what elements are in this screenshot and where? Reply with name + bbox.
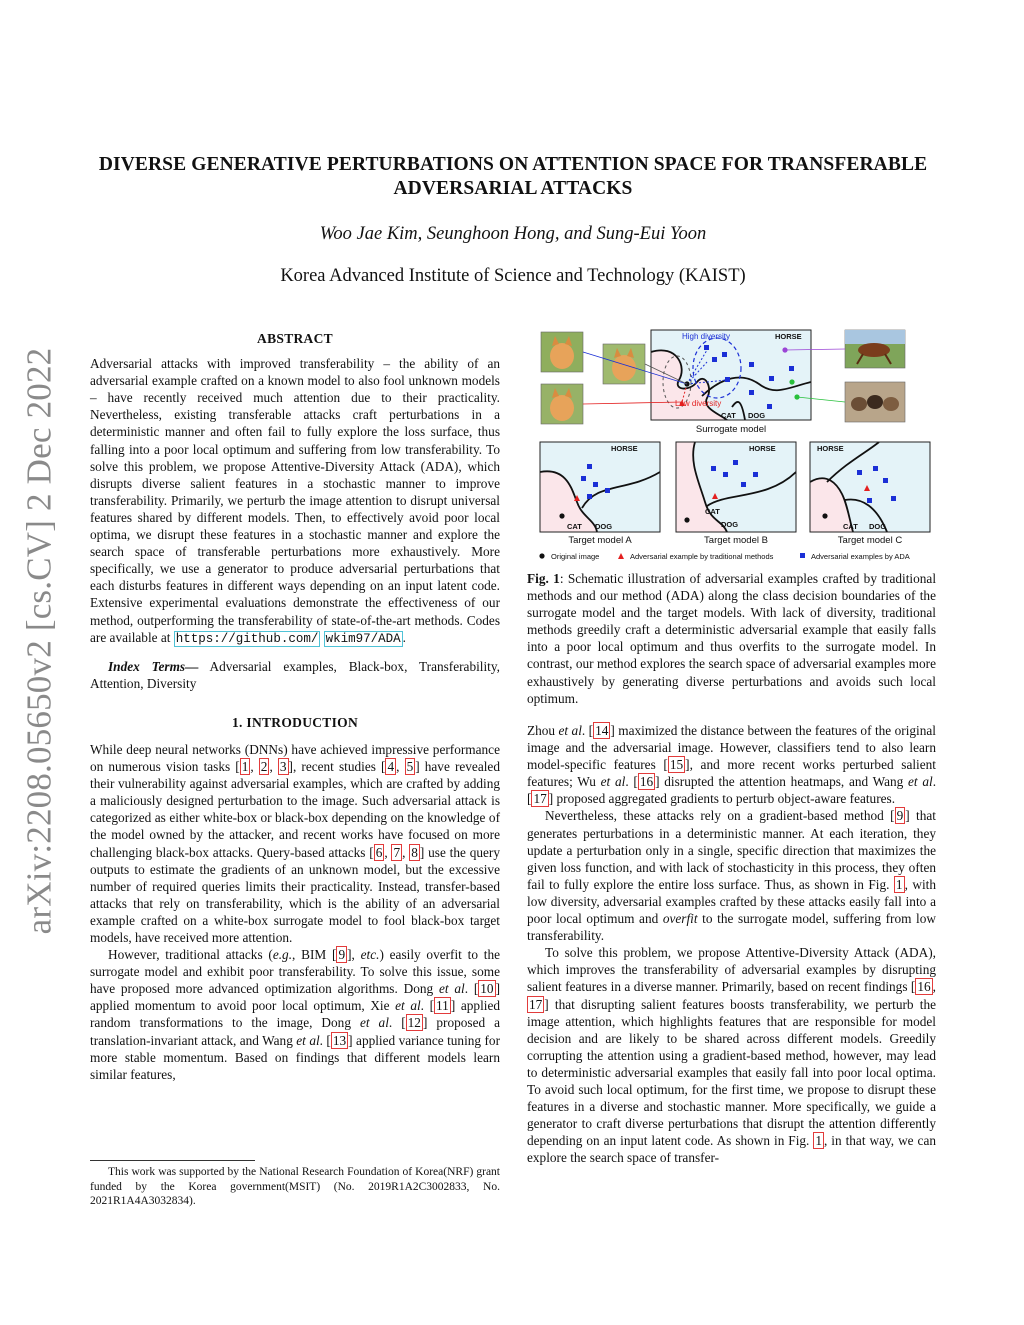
- arxiv-id-text: arXiv:2208.05650v2 [cs.CV] 2 Dec 2022: [19, 347, 58, 935]
- target-a-dog-label: DOG: [595, 522, 613, 531]
- title-line-2: ADVERSARIAL ATTACKS: [393, 178, 633, 199]
- abstract-text: Adversarial attacks with improved transferability – the ability of an adversarial example crafted on a known model to also fool unknown models – have recently received much attention due to their practicality. Nevertheless, existing transferable attacks craft perturbations in a deterministic manner and often fail to fully explore the loss surface, thus falling into a poor local optimum and suffering from low transferability. To solve this problem, we propose Attentive-Diversity Attack (ADA), which disrupts diverse salient features in a stochastic manner to improve transferability. Primarily, we perturb the image attention to disrupt universal features shared by different models. Then, to effectively avoid poor local optima, we disrupt these features in a stochastic manner and explore the search space of transferable perturbations more exhaustively. More specifically, we use a generator to produce adversarial perturbations that each disturbs features in different ways depending on an input latent code. Extensive experimental evaluations demonstrate the effectiveness of our method, outperforming the transferability of state-of-the-art methods. Codes are available at https://github.com/ wkim97/ADA .: [90, 356, 500, 646]
- target-b-cat-label: CAT: [705, 507, 720, 516]
- legend-ada-label: Adversarial examples by ADA: [811, 552, 910, 561]
- citation-link[interactable]: 5: [406, 759, 414, 775]
- intro-paragraph-1: While deep neural networks (DNNs) have achieved impressive performance on numerous vision tasks [ 1 , 2 , 3 ], recent studies [ 4 , 5 ] have revealed their vulnerability against adversarial examples, which are crafted by adding a maliciously designed perturbation to the image. Such adversarial attack is categorized as either white-box or black-box depending on the knowledge of the model owned by the attacker, and recent works have focused on more challenging black-box attacks. Query-based attacks [ 6 , 7 , 8 ] use the query outputs to estimate the gradients of an unknown model, but the excessive number of required queries limits their practicality. Instead, transfer-based attacks that rely on transferability, which is the ability of an adversarial example crafted on a white-box surrogate model to fool black-box target models, have received more attention.: [90, 741, 500, 945]
- citation-link[interactable]: 9: [896, 808, 904, 824]
- intro-paragraph-2: However, traditional attacks (e.g., BIM [ 9 ], etc.) easily overfit to the surrogate model and exhibit poor transferability. To solve this issue, some have proposed more advanced optimization algorithms. Dong et al. [ 10 ] applied momentum to avoid poor local optimum, Xie et al. [ 11 ] applied random transformations to the image, Dong et al. [ 12 ] proposed a translation-invariant attack, and Wang et al. [ 13 ] applied variance tuning for more stable momentum. Based on findings that different models learn similar features,: [90, 947, 501, 1082]
- target-b-dog-label: DOG: [721, 520, 739, 529]
- affiliation: Korea Advanced Institute of Science and Technology (KAIST): [280, 266, 746, 286]
- surrogate-model-panel: [651, 330, 811, 435]
- code-link[interactable]: https://github.com/: [175, 631, 319, 646]
- figure-legend: [539, 552, 909, 561]
- figure-caption: Fig. 1: Schematic illustration of adversarial examples crafted by traditional methods and our method (ADA) along the class decision boundaries of the surrogate model and the target models. With lack of diversity, traditional methods greedily craft a deterministic adversarial example that easily falls into a poor local optimum and thus overfits to the surrogate model. In contrast, our method explores the search space of adversarial examples more exhaustively by generating diverse perturbations and avoids such local optimum.: [527, 571, 937, 706]
- figure-1-diagram: [527, 322, 936, 566]
- target-model-b-panel: [676, 442, 796, 546]
- footnote: This work was supported by the National Research Foundation of Korea(NRF) grant funded by the Korea government(MSIT) (No. 2019R1A2C3002833, No. 2021R1A4A3032834).: [90, 1166, 500, 1207]
- high-diversity-label: High diversity: [682, 332, 731, 341]
- right-paragraph-2: Nevertheless, these attacks rely on a gradient-based method [ 9 ] that generates perturbations in a deterministic manner. At each iteration, they update a perturbation only in a single, specific direction that maximizes the given loss function, and with lack of stochasticity in this process, they often fail to fully explore the entire loss surface. Thus, as shown in Fig. 1 , with low diversity, adversarial examples crafted by these attacks easily fall into a poor local optimum and overfit to the surrogate model, suffering from low transferability.: [527, 808, 936, 944]
- legend-traditional-label: Adversarial example by traditional methods: [630, 552, 774, 561]
- target-c-cat-label: CAT: [843, 522, 858, 531]
- caption-label: Fig. 1: [527, 571, 560, 586]
- citation-link[interactable]: 10: [480, 981, 494, 997]
- citation-link[interactable]: 16: [639, 774, 654, 790]
- target-model-c-panel: [810, 442, 930, 546]
- author-list: Woo Jae Kim, Seunghoon Hong, and Sung-Eui Yoon: [319, 224, 707, 244]
- citation-link[interactable]: 1: [241, 759, 249, 775]
- citation-link[interactable]: 3: [279, 759, 287, 775]
- title-line-1: DIVERSE GENERATIVE PERTURBATIONS ON ATTENTION SPACE FOR TRANSFERABLE: [98, 154, 928, 175]
- legend-ada-marker: [800, 553, 805, 558]
- surrogate-model-label: Surrogate model: [695, 424, 767, 435]
- surrogate-dog-label: DOG: [748, 411, 766, 420]
- figure-link[interactable]: 1: [895, 876, 903, 892]
- citation-link[interactable]: 17: [533, 791, 547, 807]
- index-terms: Index Terms— Adversarial examples, Black-box, Transferability, Attention, Diversity: [90, 658, 500, 691]
- citation-link[interactable]: 15: [669, 757, 684, 773]
- legend-original-marker: [539, 553, 544, 558]
- figure-1: [527, 322, 936, 566]
- right-column: [527, 722, 936, 1166]
- citation-link[interactable]: 14: [595, 723, 609, 738]
- citation-link[interactable]: 11: [436, 998, 449, 1014]
- citation-link[interactable]: 13: [332, 1032, 347, 1048]
- footnote-rule: [90, 1160, 255, 1161]
- abstract-heading: ABSTRACT: [257, 331, 333, 346]
- target-b-horse-label: HORSE: [749, 444, 776, 453]
- low-diversity-label: Low diversity: [675, 399, 722, 408]
- target-a-horse-label: HORSE: [611, 444, 638, 453]
- citation-link[interactable]: 8: [411, 844, 418, 860]
- citation-link[interactable]: 12: [407, 1015, 421, 1031]
- citation-link[interactable]: 6: [375, 844, 383, 860]
- target-c-dog-label: DOG: [869, 522, 887, 531]
- intro-heading: 1. INTRODUCTION: [231, 714, 358, 730]
- citation-link[interactable]: 2: [260, 759, 268, 775]
- paper-title: [90, 153, 936, 201]
- citation-link[interactable]: 17: [529, 996, 543, 1012]
- surrogate-cat-label: CAT: [721, 411, 736, 420]
- citation-link[interactable]: 9: [338, 947, 346, 963]
- index-terms-label: Index Terms—: [108, 658, 199, 674]
- target-model-a-panel: [540, 442, 660, 546]
- target-a-cat-label: CAT: [567, 522, 582, 531]
- right-paragraph-1: Zhou et al. [ 14 ] maximized the distance between the features of the original image and the adversarial image. However, classifiers tend to also learn model-specific features [ 15 ], and more recent works perturbed salient features; Wu et al. [ 16 ] disrupted the attention heatmaps, and Wang et al. [ 17 ] proposed aggregated gradients to perturb object-aware features.: [527, 723, 937, 807]
- surrogate-horse-label: HORSE: [775, 332, 802, 341]
- target-c-label: Target model C: [837, 535, 903, 546]
- citation-link[interactable]: 4: [387, 759, 395, 775]
- target-a-label: Target model A: [568, 535, 632, 546]
- arxiv-identifier: [6, 347, 72, 935]
- code-link-cont[interactable]: wkim97/ADA: [325, 631, 401, 646]
- citation-link[interactable]: 16: [917, 979, 931, 995]
- citation-link[interactable]: 7: [393, 844, 401, 860]
- right-paragraph-3: To solve this problem, we propose Attentive-Diversity Attack (ADA), which improves the transferability of adversarial examples by disrupting salient features in a diverse manner. Primarily, based on recent findings [ 16 , 17 ] that disrupting salient features boosts transferability, we perturb the image attention, which highlights features that are responsible for model decision and are likely to be shared across different models. Greedily corrupting the attention using a gradient-based method, however, may lead to deterministic adversarial examples that easily fall into poor local optima. To avoid such local optimum, for the first time, we propose to disrupt these features in a diverse and stochastic manner. More specifically, we guide a generator to craft diverse perturbations that disrupt the attention differently depending on an input latent code. As shown in Fig. 1 , in that way, we can explore the search space of transfer-: [527, 945, 936, 1166]
- legend-original-label: Original image: [551, 552, 600, 561]
- target-c-horse-label: HORSE: [817, 444, 844, 453]
- target-b-label: Target model B: [704, 535, 768, 546]
- left-column: [90, 330, 500, 1083]
- legend-traditional-marker: [618, 553, 624, 559]
- figure-link[interactable]: 1: [815, 1133, 822, 1149]
